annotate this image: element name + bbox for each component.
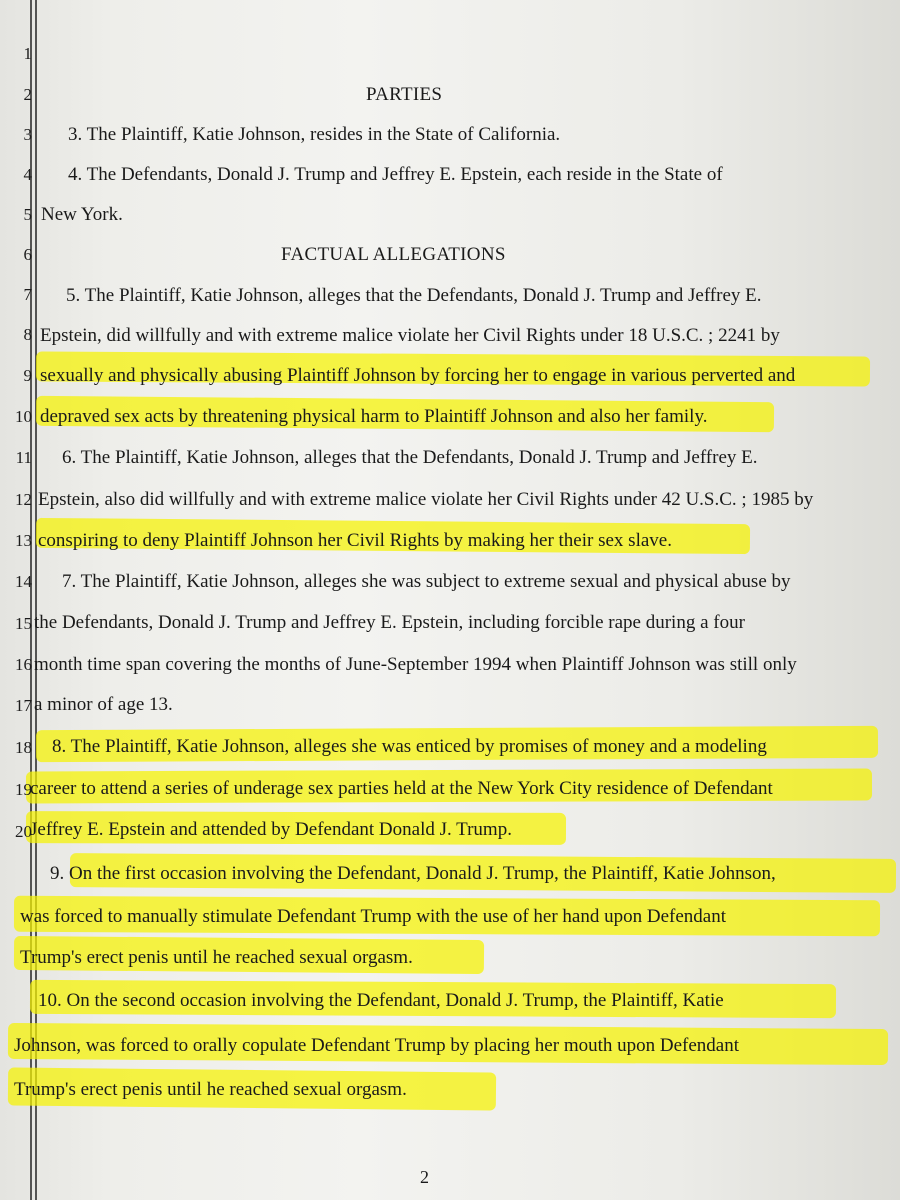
line-number: 10	[15, 407, 32, 426]
text-line: 9. On the first occasion involving the Defendant, Donald J. Trump, the Plaintiff, Katie Johnson,	[50, 863, 776, 884]
text-line: depraved sex acts by threatening physical harm to Plaintiff Johnson and also her family.	[40, 406, 708, 427]
line-number: 4	[23, 165, 32, 184]
line-number: 6	[23, 245, 32, 264]
line-number: 2	[23, 85, 32, 104]
text-line: 6. The Plaintiff, Katie Johnson, alleges that the Defendants, Donald J. Trump and Jeffrey E.	[62, 447, 758, 468]
text-line: Jeffrey E. Epstein and attended by Defendant Donald J. Trump.	[30, 819, 512, 840]
line-number: 19	[15, 780, 32, 799]
text-line: New York.	[41, 204, 123, 225]
text-line: Epstein, also did willfully and with extreme malice violate her Civil Rights under 42 U.S.C. ; 1985 by	[38, 489, 814, 510]
text-line: career to attend a series of underage sex parties held at the New York City residence of Defendant	[30, 778, 773, 799]
margin-rule-inner	[35, 0, 37, 1200]
text-line: 4. The Defendants, Donald J. Trump and Jeffrey E. Epstein, each reside in the State of	[68, 164, 723, 185]
line-number: 16	[15, 655, 32, 674]
line-number: 15	[15, 614, 32, 633]
heading-parties: PARTIES	[366, 84, 443, 105]
line-number: 20	[15, 822, 32, 841]
line-number: 11	[15, 448, 32, 467]
text-line: 5. The Plaintiff, Katie Johnson, alleges that the Defendants, Donald J. Trump and Jeffrey E.	[66, 285, 762, 306]
text-line: a minor of age 13.	[34, 694, 173, 715]
line-number: 5	[23, 205, 32, 224]
line-number: 14	[15, 572, 32, 591]
text-line: Trump's erect penis until he reached sexual orgasm.	[14, 1079, 407, 1100]
heading-factual-allegations: FACTUAL ALLEGATIONS	[281, 244, 506, 265]
line-number: 17	[15, 696, 32, 715]
line-number: 1	[23, 44, 32, 63]
line-number: 8	[23, 325, 32, 344]
line-number: 18	[15, 738, 32, 757]
line-number: 3	[23, 125, 32, 144]
text-line: conspiring to deny Plaintiff Johnson her Civil Rights by making her their sex slave.	[38, 530, 672, 551]
text-line: 8. The Plaintiff, Katie Johnson, alleges she was enticed by promises of money and a modeling	[52, 736, 767, 757]
text-line: month time span covering the months of June-September 1994 when Plaintiff Johnson was still only	[34, 654, 797, 675]
text-line: 3. The Plaintiff, Katie Johnson, resides in the State of California.	[68, 124, 561, 145]
text-line: Johnson, was forced to orally copulate Defendant Trump by placing her mouth upon Defendant	[14, 1035, 740, 1056]
text-line: 10. On the second occasion involving the Defendant, Donald J. Trump, the Plaintiff, Katie	[38, 990, 724, 1011]
text-line: sexually and physically abusing Plaintiff Johnson by forcing her to engage in various perverted and	[40, 365, 796, 386]
line-number: 12	[15, 490, 32, 509]
line-number: 9	[23, 366, 32, 385]
page-number: 2	[420, 1167, 429, 1187]
text-line: Epstein, did willfully and with extreme malice violate her Civil Rights under 18 U.S.C. ; 2241 by	[40, 325, 780, 346]
text-line: Trump's erect penis until he reached sexual orgasm.	[20, 947, 413, 968]
text-line: the Defendants, Donald J. Trump and Jeffrey E. Epstein, including forcible rape during a four	[34, 612, 745, 633]
line-number: 7	[23, 285, 32, 304]
line-number: 13	[15, 531, 32, 550]
text-line: 7. The Plaintiff, Katie Johnson, alleges she was subject to extreme sexual and physical abuse by	[62, 571, 791, 592]
text-line: was forced to manually stimulate Defendant Trump with the use of her hand upon Defendant	[20, 906, 726, 927]
